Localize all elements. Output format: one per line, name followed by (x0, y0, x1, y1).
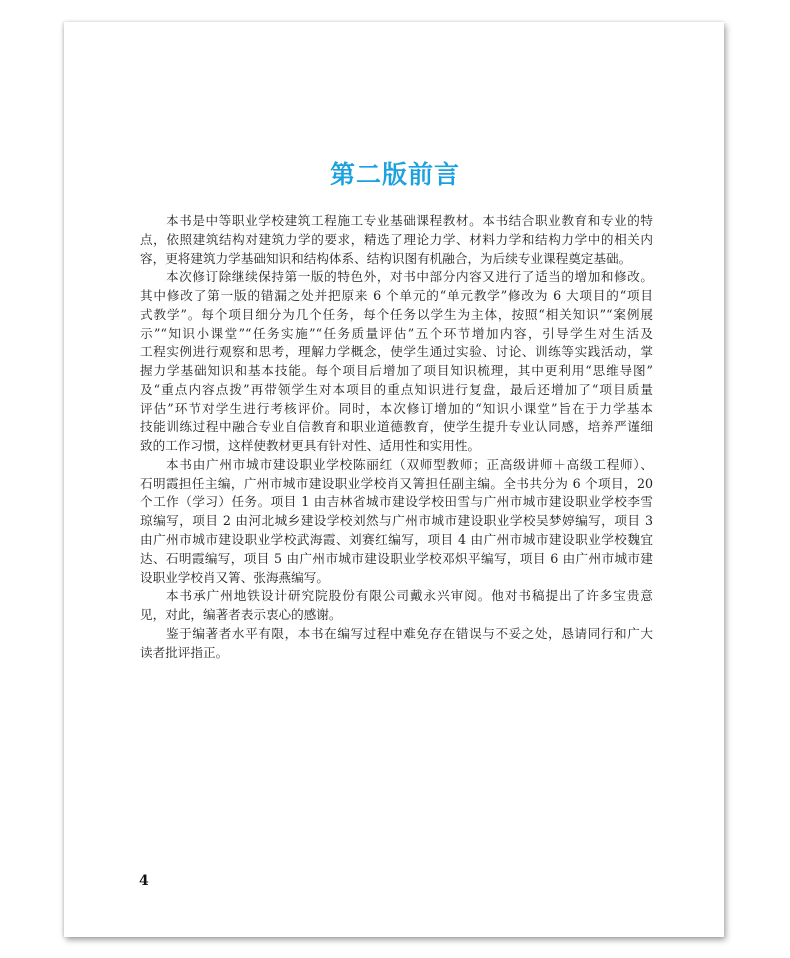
page-number: 4 (139, 873, 149, 889)
text-line: 工程实例进行观察和思考，理解力学概念，使学生通过实验、讨论、训练等实践活动，掌 (140, 344, 653, 360)
text-line: 致的工作习惯，这样使教材更具有针对性、适用性和实用性。 (140, 438, 481, 454)
paragraph (140, 456, 653, 587)
text-line: 读者批评指正。 (140, 644, 229, 660)
text-line: 技能训练过程中融合专业自信教育和职业道德教育，使学生提升专业认同感，培养严谨细 (140, 419, 653, 435)
text-line: 个工作（学习）任务。项目 1 由吉林省城市建设学校田雪与广州市城市建设职业学校李雪 (140, 494, 653, 510)
text-line: 本书承广州地铁设计研究院股份有限公司戴永兴审阅。他对书稿提出了许多宝贵意 (166, 588, 653, 604)
text-line: 式教学”。每个项目细分为几个任务，每个任务以学生为主体，按照“相关知识”“案例展 (140, 306, 653, 322)
text-line: 设职业学校肖又箐、张海燕编写。 (140, 569, 329, 585)
paragraph (140, 625, 653, 663)
text-line: 评估”环节对学生进行考核评价。同时，本次修订增加的“知识小课堂”旨在于力学基本 (140, 400, 653, 416)
text-line: 点，依照建筑结构对建筑力学的要求，精选了理论力学、材料力学和结构力学中的相关内 (140, 231, 653, 247)
text-line: 达、石明霞编写，项目 5 由广州市城市建设职业学校邓炽平编写，项目 6 由广州市城市建 (140, 550, 653, 566)
text-line: 及“重点内容点拨”再带领学生对本项目的重点知识进行复盘，最后还增加了“项目质量 (140, 381, 653, 397)
text-line: 由广州市城市建设职业学校武海霞、刘赛红编写，项目 4 由广州市城市建设职业学校魏宜 (140, 532, 653, 548)
text-line: 示”“知识小课堂”“任务实施”“任务质量评估”五个环节增加内容，引导学生对生活及 (140, 325, 653, 341)
paragraph (140, 268, 653, 456)
text-line: 鉴于编著者水平有限，本书在编写过程中难免存在错误与不妥之处，恳请同行和广大 (166, 625, 653, 641)
text-line: 石明霞担任主编，广州市城市建设职业学校肖又箐担任副主编。全书共分为 6 个项目，20 (140, 475, 653, 491)
text-line: 琼编写，项目 2 由河北城乡建设学校刘然与广州市城市建设职业学校吴梦婷编写，项目 3 (140, 513, 653, 529)
text-line: 其中修改了第一版的错漏之处并把原来 6 个单元的“单元教学”修改为 6 大项目的“项目 (140, 288, 653, 304)
paragraph (140, 212, 653, 268)
text-line: 容，更将建筑力学基础知识和结构体系、结构识图有机融合，为后续专业课程奠定基础。 (140, 250, 632, 266)
preface-body (140, 212, 653, 662)
text-line: 本书是中等职业学校建筑工程施工专业基础课程教材。本书结合职业教育和专业的特 (166, 213, 653, 228)
paragraph (140, 587, 653, 625)
page-title: 第二版前言 (329, 160, 460, 189)
text-line: 本书由广州市城市建设职业学校陈丽红（双师型教师；正高级讲师＋高级工程师）、 (166, 456, 653, 472)
text-line: 握力学基础知识和基本技能。每个项目后增加了项目知识梳理，其中更利用“思维导图” (140, 363, 653, 379)
text-line: 本次修订除继续保持第一版的特色外，对书中部分内容又进行了适当的增加和修改。 (166, 269, 653, 285)
text-line: 见，对此，编著者表示衷心的感谢。 (140, 607, 342, 623)
